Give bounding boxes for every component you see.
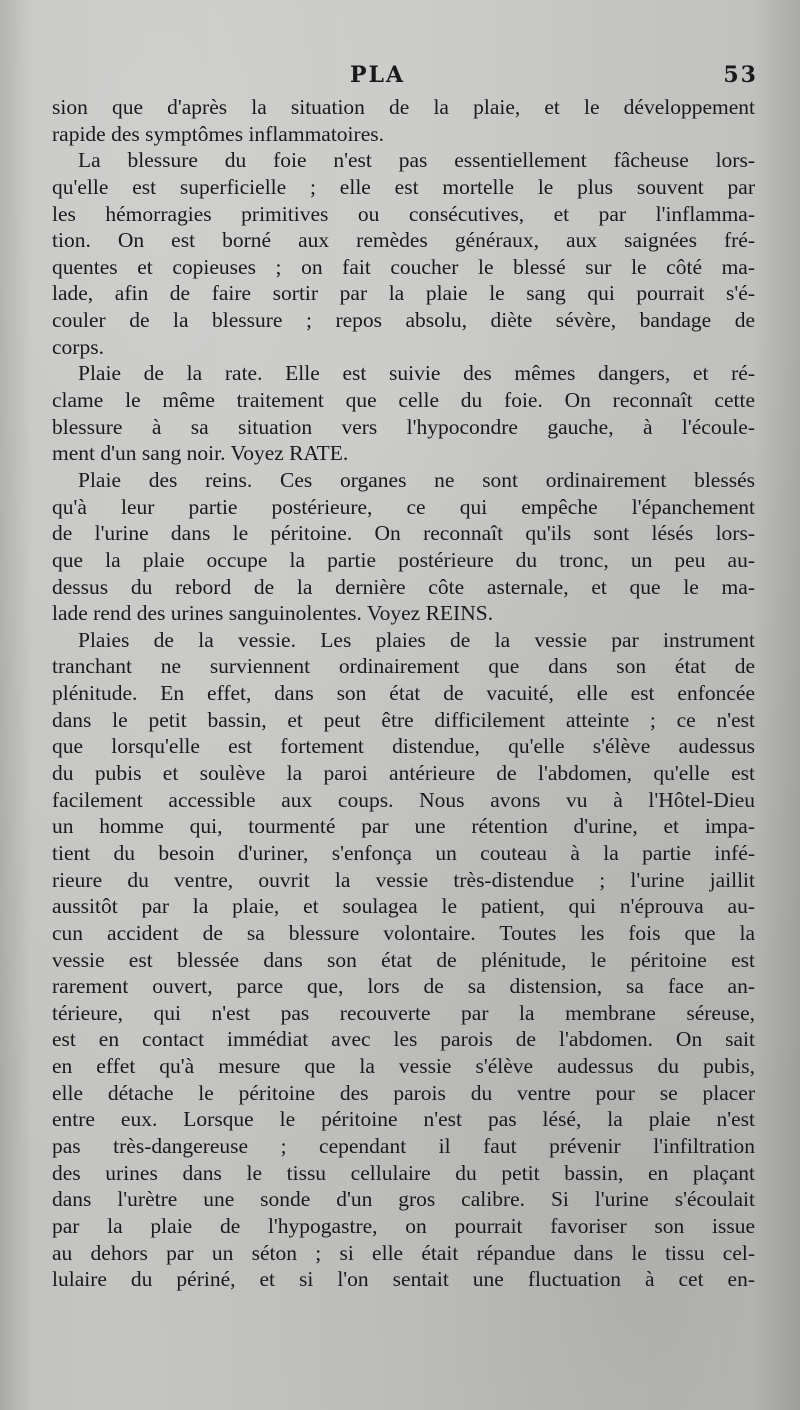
text-line: La blessure du foie n'est pas essentiellement fâcheuse lors- xyxy=(78,148,755,173)
text-line: dans le petit bassin, et peut être difficilement atteinte ; ce n'est xyxy=(52,707,755,732)
text-line: Plaies de la vessie. Les plaies de la vessie par instrument xyxy=(78,627,755,652)
text-line: blessure à sa situation vers l'hypocondre gauche, à l'écoule- xyxy=(52,414,755,439)
text-line: de l'urine dans le péritoine. On reconnaît qu'ils sont lésés lors- xyxy=(52,521,755,546)
text-line: térieure, qui n'est pas recouverte par la membrane séreuse, xyxy=(52,1000,755,1025)
text-line: lade, afin de faire sortir par la plaie le sang qui pourrait s'é- xyxy=(52,281,755,306)
text-line: pas très-dangereuse ; cependant il faut prévenir l'infiltration xyxy=(52,1133,755,1158)
text-line: est en contact immédiat avec les parois de l'abdomen. On sait xyxy=(52,1027,755,1052)
text-line: quentes et copieuses ; on fait coucher le blessé sur le côté ma- xyxy=(52,254,755,279)
text-line: entre eux. Lorsque le péritoine n'est pas lésé, la plaie n'est xyxy=(52,1107,755,1132)
text-line: qu'à leur partie postérieure, ce qui empêche l'épanchement xyxy=(52,494,755,519)
text-line: Plaie des reins. Ces organes ne sont ordinairement blessés xyxy=(78,467,755,492)
text-line: sion que d'après la situation de la plaie, et le développement xyxy=(52,95,755,119)
text-line: que lorsqu'elle est fortement distendue, qu'elle s'élève audessus xyxy=(52,734,755,759)
text-line: un homme qui, tourmenté par une rétention d'urine, et impa- xyxy=(52,814,755,839)
text-line: en effet qu'à mesure que la vessie s'élève audessus du pubis, xyxy=(52,1054,755,1079)
text-line: par la plaie de l'hypogastre, on pourrait favoriser son issue xyxy=(52,1213,755,1238)
text-line: aussitôt par la plaie, et soulagea le patient, qui n'éprouva au- xyxy=(52,894,755,919)
text-line: corps. xyxy=(52,334,104,359)
body-text xyxy=(52,94,755,1293)
text-line: tient du besoin d'uriner, s'enfonça un couteau à la partie infé- xyxy=(52,840,755,865)
text-line: tranchant ne surviennent ordinairement que dans son état de xyxy=(52,654,755,679)
text-line: elle détache le péritoine des parois du ventre pour se placer xyxy=(52,1080,755,1105)
text-line: les hémorragies primitives ou consécutives, et par l'inflamma- xyxy=(52,201,755,226)
running-head: PLA xyxy=(350,62,406,88)
text-line: couler de la blessure ; repos absolu, diète sévère, bandage de xyxy=(52,308,755,333)
text-line: au dehors par un séton ; si elle était répandue dans le tissu cel- xyxy=(52,1240,755,1265)
text-line: du pubis et soulève la paroi antérieure de l'abdomen, qu'elle est xyxy=(52,761,755,786)
text-line: dessus du rebord de la dernière côte asternale, et que le ma- xyxy=(52,574,755,599)
text-line: rieure du ventre, ouvrit la vessie très-distendue ; l'urine jaillit xyxy=(52,867,755,892)
text-line: vessie est blessée dans son état de plénitude, le péritoine est xyxy=(52,947,755,972)
text-line: rarement ouvert, parce que, lors de sa distension, sa face an- xyxy=(52,974,755,999)
text-line: facilement accessible aux coups. Nous avons vu à l'Hôtel-Dieu xyxy=(52,787,755,812)
page-number: 53 xyxy=(723,62,758,88)
text-line: plénitude. En effet, dans son état de vacuité, elle est enfoncée xyxy=(52,681,755,706)
text-line: tion. On est borné aux remèdes généraux, aux saignées fré- xyxy=(52,228,755,253)
text-line: cun accident de sa blessure volontaire. Toutes les fois que la xyxy=(52,920,755,945)
page-header xyxy=(52,62,758,90)
text-line: des urines dans le tissu cellulaire du petit bassin, en plaçant xyxy=(52,1160,755,1185)
text-line: lade rend des urines sanguinolentes. Voyez REINS. xyxy=(52,601,494,626)
text-line: dans l'urètre une sonde d'un gros calibre. Si l'urine s'écoulait xyxy=(52,1187,755,1212)
text-line: rapide des symptômes inflammatoires. xyxy=(52,121,384,146)
text-line: lulaire du périné, et si l'on sentait une fluctuation à cet en- xyxy=(52,1267,755,1292)
text-line: que la plaie occupe la partie postérieure du tronc, un peu au- xyxy=(52,547,755,572)
text-line: clame le même traitement que celle du foie. On reconnaît cette xyxy=(52,388,755,413)
text-line: Plaie de la rate. Elle est suivie des mêmes dangers, et ré- xyxy=(78,361,755,386)
text-line: qu'elle est superficielle ; elle est mortelle le plus souvent par xyxy=(52,174,755,199)
text-line: ment d'un sang noir. Voyez RATE. xyxy=(52,441,349,466)
